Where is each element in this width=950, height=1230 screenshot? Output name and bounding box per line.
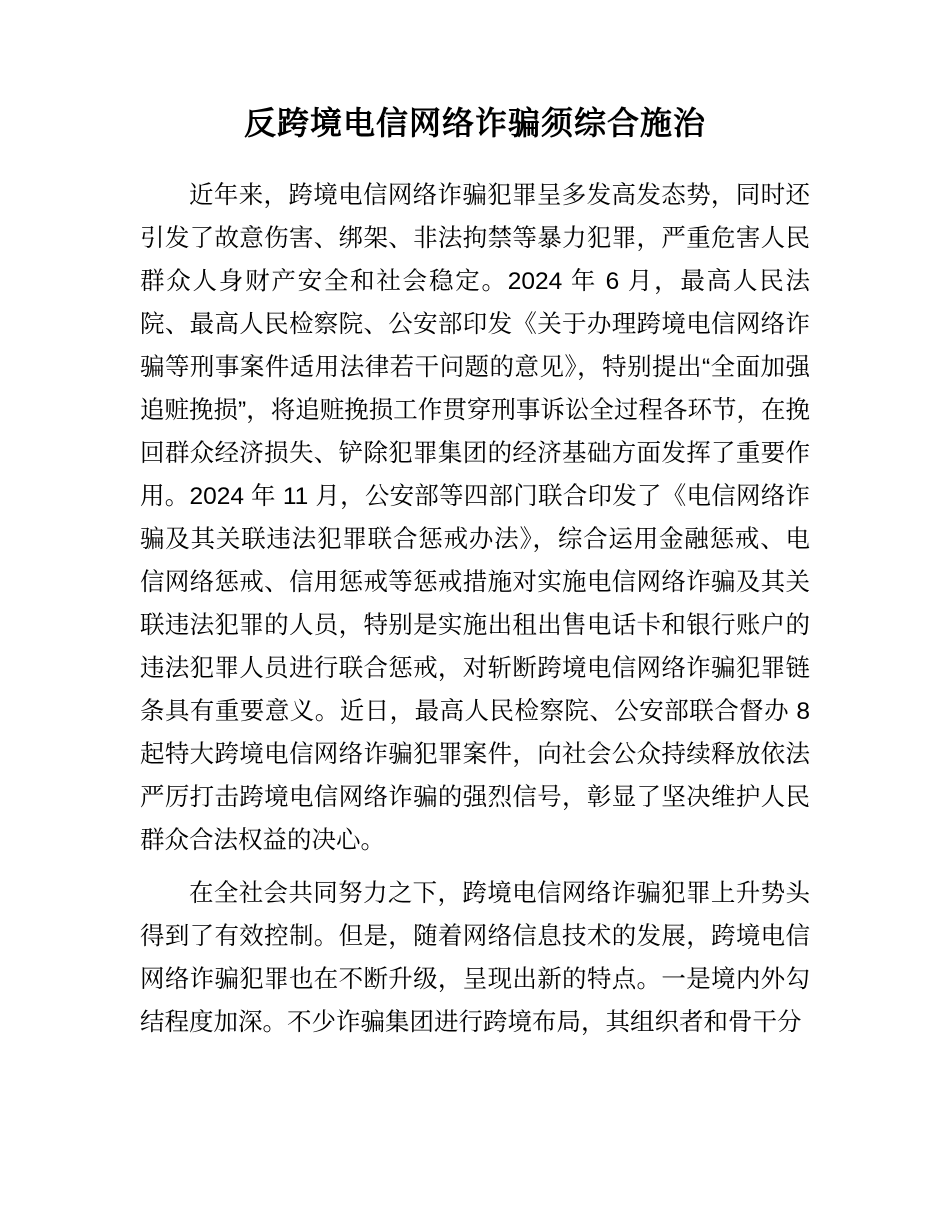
paragraph-1: 近年来，跨境电信网络诈骗犯罪呈多发高发态势，同时还引发了故意伤害、绑架、非法拘禁等暴力犯罪，严重危害人民群众人身财产安全和社会稳定。2024 年 6 月，最高人民法院、最高人民检察院、公安部印发《关于办理跨境电信网络诈骗等刑事案件适用法律若干问题的意见》，特别提出“全面加强追赃挽损”，将追赃挽损工作贯穿刑事诉讼全过程各环节，在挽回群众经济损失、铲除犯罪集团的经济基础方面发挥了重要作用。2024 年 11 月，公安部等四部门联合印发了《电信网络诈骗及其关联违法犯罪联合惩戒办法》，综合运用金融惩戒、电信网络惩戒、信用惩戒等惩戒措施对实施电信网络诈骗及其关联违法犯罪的人员，特别是实施出租出售电话卡和银行账户的违法犯罪人员进行联合惩戒，对斩断跨境电信网络诈骗犯罪链条具有重要意义。近日，最高人民检察院、公安部联合督办 8 起特大跨境电信网络诈骗犯罪案件，向社会公众持续释放依法严厉打击跨境电信网络诈骗的强烈信号，彰显了坚决维护人民群众合法权益的决心。 <box>140 182 810 854</box>
document-title: 反跨境电信网络诈骗须综合施治 <box>243 105 706 141</box>
paragraph-2: 在全社会共同努力之下，跨境电信网络诈骗犯罪上升势头得到了有效控制。但是，随着网络信息技术的发展，跨境电信网络诈骗犯罪也在不断升级，呈现出新的特点。一是境内外勾结程度加深。不少诈骗集团进行跨境布局，其组织者和骨干分 <box>140 880 810 1036</box>
